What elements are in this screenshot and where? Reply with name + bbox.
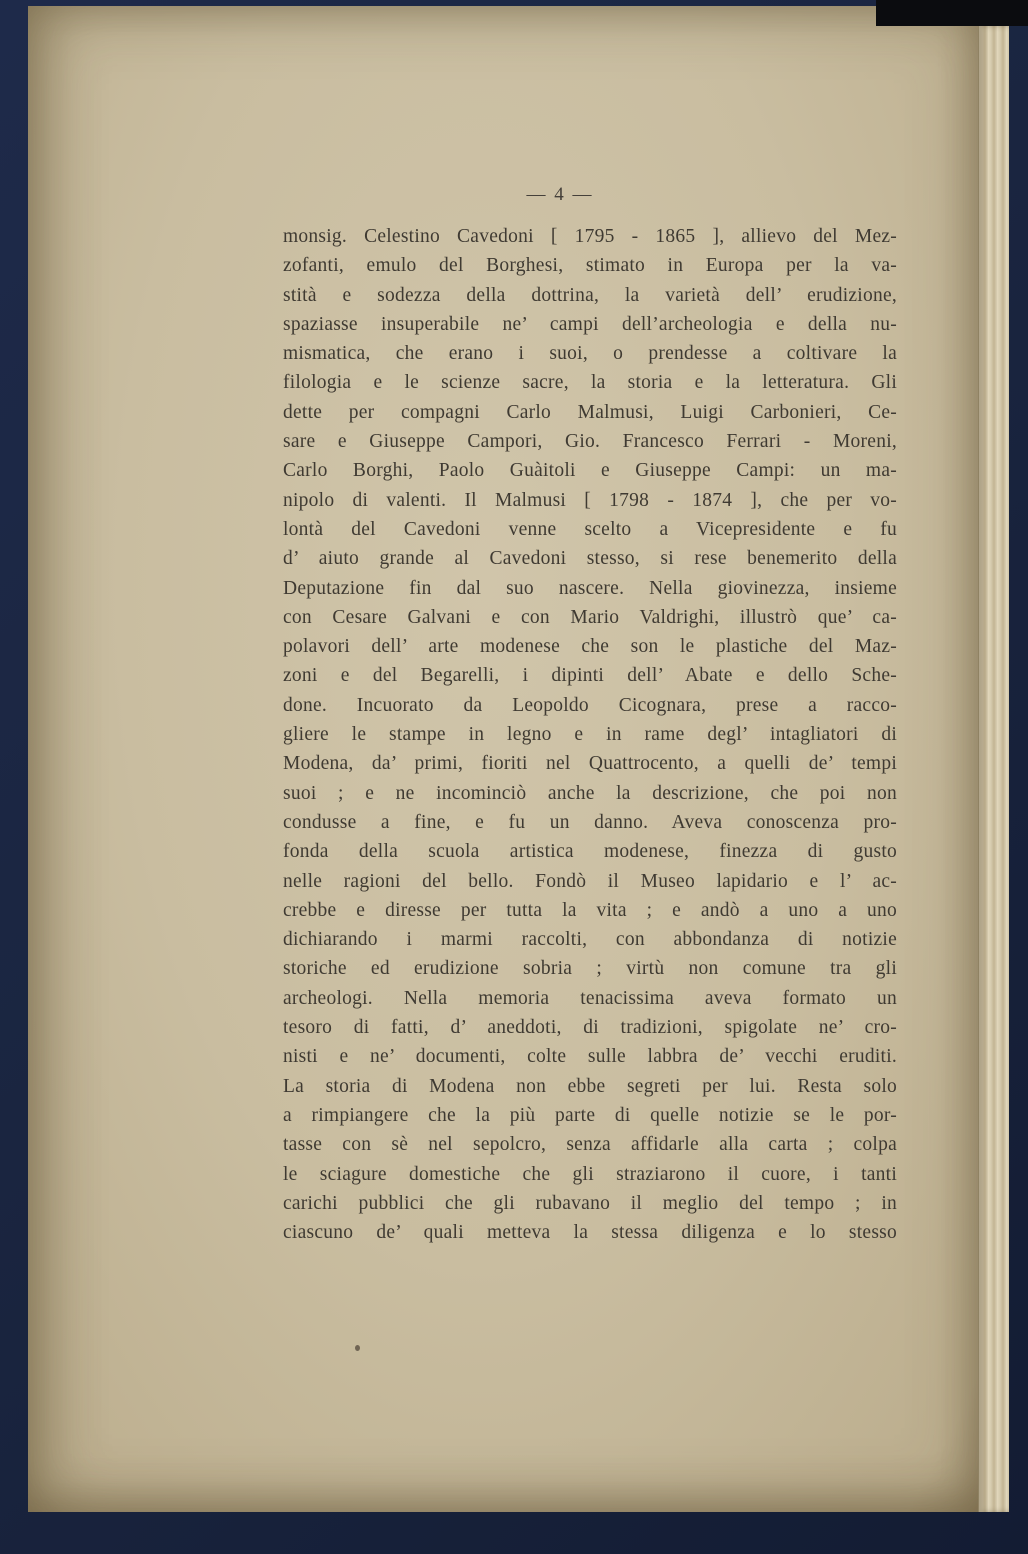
text-line: le sciagure domestiche che gli straziarono il cuore, i tanti (283, 1163, 897, 1185)
text-line: storiche ed erudizione sobria ; virtù non comune tra gli (283, 958, 897, 980)
text-line: done. Incuorato da Leopoldo Cicognara, prese a racco- (283, 694, 897, 716)
text-line: La storia di Modena non ebbe segreti per lui. Resta solo (283, 1075, 897, 1097)
text-line: carichi pubblici che gli rubavano il meglio del tempo ; in (283, 1192, 897, 1214)
text-line: dichiarando i marmi raccolti, con abbondanza di notizie (283, 929, 897, 951)
text-line: lontà del Cavedoni venne scelto a Vicepresidente e fu (283, 518, 897, 540)
text-line: con Cesare Galvani e con Mario Valdrighi, illustrò que’ ca- (283, 606, 897, 628)
text-line: tasse con sè nel sepolcro, senza affidarle alla carta ; colpa (283, 1134, 897, 1156)
text-line: polavori dell’ arte modenese che son le plastiche del Maz- (283, 636, 897, 658)
text-line: nipolo di valenti. Il Malmusi [ 1798 - 1874 ], che per vo- (283, 489, 897, 511)
next-page-edge (978, 26, 1009, 1512)
text-line: filologia e le scienze sacre, la storia e la letteratura. Gli (283, 372, 897, 394)
text-line: tesoro di fatti, d’ aneddoti, di tradizioni, spigolate ne’ cro- (283, 1017, 897, 1039)
text-line: nisti e ne’ documenti, colte sulle labbra de’ vecchi eruditi. (283, 1046, 897, 1068)
text-line: stità e sodezza della dottrina, la varietà dell’ erudizione, (283, 284, 897, 306)
text-line: ciascuno de’ quali metteva la stessa diligenza e lo stesso (283, 1222, 897, 1244)
text-line: sare e Giuseppe Campori, Gio. Francesco Ferrari - Moreni, (283, 431, 897, 453)
text-line: zofanti, emulo del Borghesi, stimato in Europa per la va- (283, 255, 897, 277)
text-line: fonda della scuola artistica modenese, finezza di gusto (283, 841, 897, 863)
text-line: condusse a fine, e fu un danno. Aveva conoscenza pro- (283, 811, 897, 833)
text-line: dette per compagni Carlo Malmusi, Luigi Carbonieri, Ce- (283, 401, 897, 423)
text-line: archeologi. Nella memoria tenacissima aveva formato un (283, 987, 897, 1009)
text-line: suoi ; e ne incominciò anche la descrizione, che poi non (283, 782, 897, 804)
photo-dark-corner (876, 0, 1028, 26)
text-line: spaziasse insuperabile ne’ campi dell’archeologia e della nu- (283, 313, 897, 335)
text-line: zoni e del Begarelli, i dipinti dell’ Abate e dello Sche- (283, 665, 897, 687)
text-line: Modena, da’ primi, fioriti nel Quattrocento, a quelli de’ tempi (283, 753, 897, 775)
text-line: Carlo Borghi, Paolo Guàitoli e Giuseppe Campi: un ma- (283, 460, 897, 482)
page-number: — 4 — (526, 184, 594, 205)
text-line: a rimpiangere che la più parte di quelle notizie se le por- (283, 1104, 897, 1126)
page-text (283, 222, 897, 1247)
text-line: crebbe e diresse per tutta la vita ; e andò a uno a uno (283, 899, 897, 921)
text-line: gliere le stampe in legno e in rame degl’ intagliatori di (283, 724, 897, 746)
paper-speck (355, 1345, 360, 1351)
text-line: mismatica, che erano i suoi, o prendesse a coltivare la (283, 343, 897, 365)
text-line: d’ aiuto grande al Cavedoni stesso, si rese benemerito della (283, 548, 897, 570)
text-line: monsig. Celestino Cavedoni [ 1795 - 1865 ], allievo del Mez- (283, 226, 897, 247)
book-page (28, 6, 978, 1512)
text-line: nelle ragioni del bello. Fondò il Museo lapidario e l’ ac- (283, 870, 897, 892)
text-line: Deputazione fin dal suo nascere. Nella giovinezza, insieme (283, 577, 897, 599)
